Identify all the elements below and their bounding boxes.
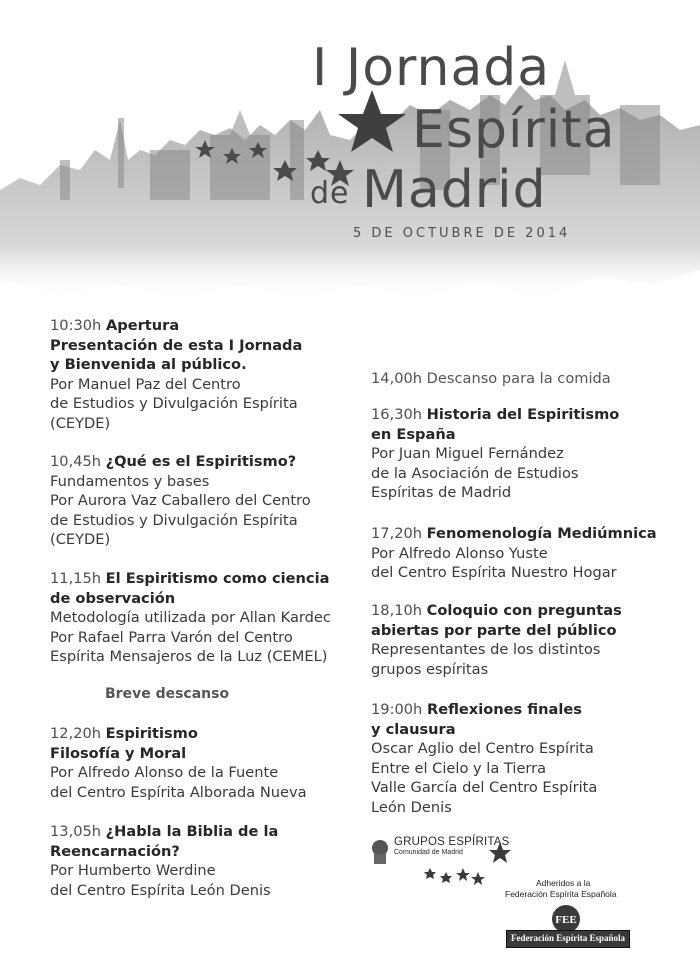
- adheridos-line-1: Adheridos a la: [536, 878, 591, 888]
- program-detail: de Estudios y Divulgación Espírita: [50, 511, 298, 529]
- program-detail: Por Juan Miguel Fernández: [371, 445, 564, 463]
- program-line: [371, 660, 622, 680]
- program-entry: [371, 369, 611, 389]
- program-detail: de la Asociación de Estudios: [371, 464, 579, 482]
- program-line: [50, 375, 302, 395]
- program-line: [371, 739, 597, 759]
- program-title: Espiritismo: [105, 725, 198, 742]
- program-line: [371, 798, 597, 818]
- program-line: [371, 483, 619, 503]
- program-line: [50, 861, 278, 881]
- program-line: [50, 569, 331, 589]
- program-time: 14,00h: [371, 370, 427, 387]
- adheridos-line-2: Federación Espírita Española: [505, 889, 617, 899]
- program-detail: Por Rafael Parra Varón del Centro: [50, 628, 293, 646]
- program-detail: Por Humberto Werdine: [50, 862, 216, 880]
- fee-name: Federación Espírita Española: [510, 933, 625, 943]
- program-title: El Espiritismo como ciencia: [105, 570, 330, 587]
- program-line: [371, 700, 597, 720]
- program-line: [50, 336, 302, 356]
- program-entry: [50, 569, 331, 667]
- program-line: [371, 621, 622, 641]
- program-line: [371, 563, 657, 583]
- program-line: [371, 524, 657, 544]
- program-detail: Por Alfredo Alonso de la Fuente: [50, 764, 279, 782]
- program-entry: [50, 822, 278, 900]
- program-title: ¿Qué es el Espiritismo?: [105, 453, 297, 470]
- program-title: Apertura: [105, 317, 180, 334]
- program-detail: del Centro Espírita Nuestro Hogar: [371, 564, 617, 582]
- program-detail: Por Aurora Vaz Caballero del Centro: [50, 492, 311, 510]
- program-detail: Metodología utilizada por Allan Kardec: [50, 609, 331, 627]
- program-title: de observación: [50, 589, 176, 607]
- program-detail: Espírita Mensajeros de la Luz (CEMEL): [50, 648, 328, 666]
- program-line: [50, 744, 307, 764]
- program-time: 13,05h: [50, 823, 106, 840]
- program-entry: [371, 405, 619, 503]
- title-line-2: Espírita: [412, 100, 616, 160]
- program-title: Historia del Espiritismo: [426, 406, 620, 423]
- program-line: [50, 763, 307, 783]
- program-detail: Fundamentos y bases: [50, 472, 210, 490]
- program-title: y clausura: [371, 720, 456, 738]
- program-line: [50, 822, 278, 842]
- program-line: [50, 452, 311, 472]
- event-date: 5 DE OCTUBRE DE 2014: [353, 226, 571, 241]
- title-de: de: [310, 176, 350, 211]
- program-entry: [50, 452, 311, 550]
- program-line: [371, 778, 597, 798]
- program-line: [50, 842, 278, 862]
- program-time: 10:30h: [50, 317, 106, 334]
- program-line: [50, 394, 302, 414]
- program-line: [50, 316, 302, 336]
- program-line: [50, 881, 278, 901]
- program-line: [50, 783, 307, 803]
- title-line-1: I Jornada: [312, 38, 551, 98]
- program-entry: [371, 601, 622, 679]
- program-title: Reflexiones finales: [426, 701, 582, 718]
- program-title: en España: [371, 425, 456, 443]
- program-entry: [50, 724, 307, 802]
- program-title: y Bienvenida al público.: [50, 356, 247, 374]
- program-line: [50, 472, 311, 492]
- program-time: 18,10h: [371, 602, 427, 619]
- program-title: Fenomenología Mediúmnica: [426, 525, 657, 542]
- program-line: [50, 530, 311, 550]
- program-detail: Oscar Aglio del Centro Espírita: [371, 740, 594, 758]
- program-line: [371, 369, 611, 389]
- program-line: [371, 425, 619, 445]
- program-time: 12,20h: [50, 725, 106, 742]
- program-time: 17,20h: [371, 525, 427, 542]
- program-line: [50, 724, 307, 744]
- program-detail: grupos espíritas: [371, 660, 489, 678]
- program-detail: del Centro Espírita León Denis: [50, 881, 271, 899]
- program-entry: [371, 524, 657, 583]
- program-title: ¿Habla la Biblia de la: [105, 823, 279, 840]
- program-line: [50, 608, 331, 628]
- program-title: Reencarnación?: [50, 842, 180, 860]
- program-entry: [371, 700, 597, 818]
- program-title: Presentación de esta I Jornada: [50, 336, 303, 354]
- program-title: Filosofía y Moral: [50, 744, 187, 762]
- program-line: [371, 601, 622, 621]
- program-line: [50, 491, 311, 511]
- program-time: 19:00h: [371, 701, 427, 718]
- program-detail: (CEYDE): [50, 531, 111, 549]
- program-line: [50, 414, 302, 434]
- program-detail: Valle García del Centro Espírita: [371, 779, 598, 797]
- program-title: abiertas por parte del público: [371, 621, 617, 639]
- program-detail: Por Alfredo Alonso Yuste: [371, 544, 548, 562]
- program-time: 10,45h: [50, 453, 106, 470]
- program-time: 11,15h: [50, 570, 106, 587]
- program-title: Coloquio con preguntas: [426, 602, 622, 619]
- program-line: [50, 511, 311, 531]
- program-line: [50, 589, 331, 609]
- program-detail: del Centro Espírita Alborada Nueva: [50, 783, 307, 801]
- program-line: [371, 759, 597, 779]
- program-detail: Espíritas de Madrid: [371, 484, 512, 502]
- program-detail: Por Manuel Paz del Centro: [50, 375, 241, 393]
- program-line: [50, 628, 331, 648]
- program-detail: Descanso para la comida: [426, 370, 611, 387]
- program-line: [371, 444, 619, 464]
- program-line: [371, 464, 619, 484]
- program-time: 16,30h: [371, 406, 427, 423]
- grupos-espiritas-subtitle: Comunidad de Madrid: [394, 849, 463, 856]
- program-detail: Representantes de los distintos: [371, 641, 601, 659]
- fee-monogram-text: FEE: [555, 914, 577, 926]
- program-line: [371, 405, 619, 425]
- program-detail: León Denis: [371, 798, 452, 816]
- grupos-espiritas-title: GRUPOS ESPÍRITAS: [394, 836, 510, 848]
- program-line: [371, 544, 657, 564]
- break-label: Breve descanso: [105, 686, 230, 702]
- program-detail: Entre el Cielo y la Tierra: [371, 759, 547, 777]
- title-line-3: Madrid: [362, 160, 547, 220]
- program-line: [50, 647, 331, 667]
- program-line: [371, 640, 622, 660]
- program-detail: de Estudios y Divulgación Espírita: [50, 395, 298, 413]
- program-line: [371, 720, 597, 740]
- program-detail: (CEYDE): [50, 414, 111, 432]
- program-line: [50, 355, 302, 375]
- program-entry: [50, 316, 302, 434]
